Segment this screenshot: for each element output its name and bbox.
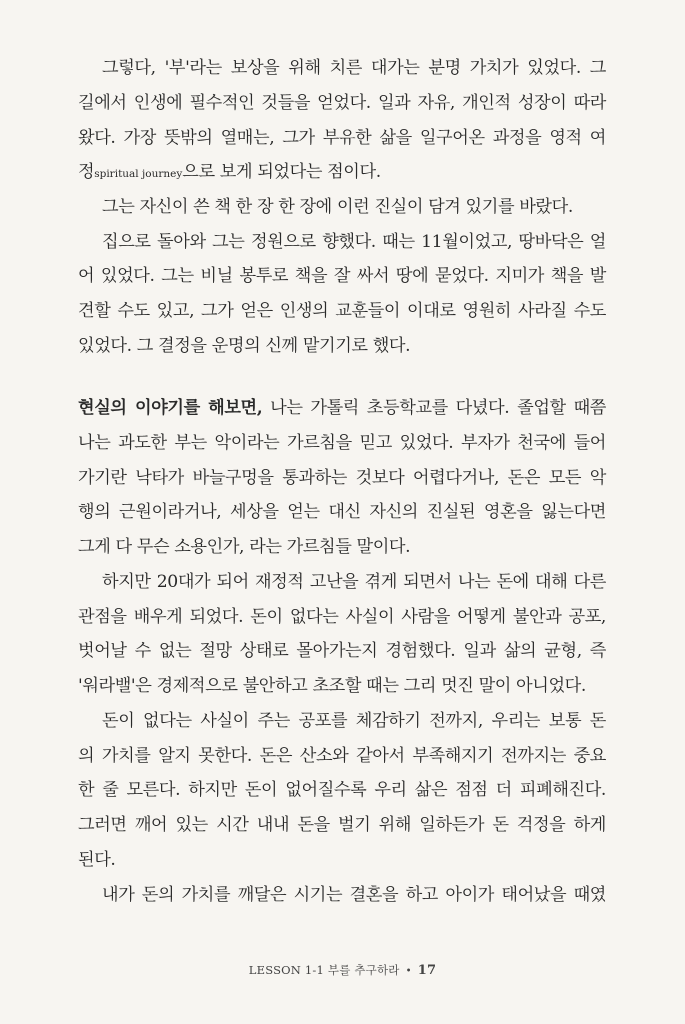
text-fragment: 으로 보게 되었다는 점이다. [182,162,381,182]
text-line: 있었다. 그 결정을 운명의 신께 맡기기로 했다. [78,336,411,356]
page-footer [0,962,685,978]
text-line: 하지만 20대가 되어 재정적 고난을 겪게 되면서 나는 돈에 대해 다른 [102,572,606,592]
section-lead-heading: 현실의 이야기를 해보면, [78,398,263,418]
text-line: 집으로 돌아와 그는 정원으로 향했다. 때는 11월이었고, 땅바닥은 얼 [102,232,606,252]
text-line: 길에서 인생에 필수적인 것들을 얻었다. 일과 자유, 개인적 성장이 따라 [78,93,606,113]
text-line: 돈이 없다는 사실이 주는 공포를 체감하기 전까지, 우리는 보통 돈 [102,711,606,731]
text-line: 벗어날 수 없는 절망 상태로 몰아가는지 경험했다. 일과 삶의 균형, 즉 [78,641,606,661]
text-line: 나는 과도한 부는 악이라는 가르침을 믿고 있었다. 부자가 천국에 들어 [78,433,606,453]
text-line: 관점을 배우게 되었다. 돈이 없다는 사실이 사람을 어떻게 불안과 공포, [78,607,606,627]
text-line: 왔다. 가장 뜻밖의 열매는, 그가 부유한 삶을 일구어온 과정을 영적 여 [78,128,606,148]
page-number: 17 [417,963,437,978]
text-line [78,397,606,419]
text-line: 그렇다, '부'라는 보상을 위해 치른 대가는 분명 가치가 있었다. 그 [102,58,606,78]
text-line: 된다. [78,850,116,870]
text-line: 그게 다 무슨 소용인가, 라는 가르침들 말이다. [78,537,411,557]
text-line: 어 있었다. 그는 비닐 봉투로 책을 잘 싸서 땅에 묻었다. 지미가 책을 발 [78,266,606,286]
running-head: LESSON 1-1 부를 추구하라 [248,963,400,977]
text-fragment: 정 [78,162,95,182]
english-gloss: spiritual journey [94,168,183,180]
text-line: 의 가치를 알지 못한다. 돈은 산소와 같아서 부족해지기 전까지는 중요 [78,746,606,766]
text-line: 그러면 깨어 있는 시간 내내 돈을 벌기 위해 일하든가 돈 걱정을 하게 [78,815,606,835]
footer-bullet: • [405,966,412,977]
text-line: 한 줄 모른다. 하지만 돈이 없어질수록 우리 삶은 점점 더 피폐해진다. [78,780,606,800]
text-line: 내가 돈의 가치를 깨달은 시기는 결혼을 하고 아이가 태어났을 때였 [102,885,606,905]
text-line [78,161,606,185]
text-line: 가기란 낙타가 바늘구멍을 통과하는 것보다 어렵다거나, 돈은 모든 악 [78,468,606,488]
text-line: 그는 자신이 쓴 책 한 장 한 장에 이런 진실이 담겨 있기를 바랐다. [102,197,573,217]
text-line: '워라밸'은 경제적으로 불안하고 초조할 때는 그리 멋진 말이 아니었다. [78,676,586,696]
text-fragment: 나는 가톨릭 초등학교를 다녔다. 졸업할 때쯤 [262,398,606,418]
text-line: 견할 수도 있고, 그가 얻은 인생의 교훈들이 이대로 영원히 사라질 수도 [78,301,606,321]
text-line: 행의 근원이라거나, 세상을 얻는 대신 자신의 진실된 영혼을 잃는다면 [78,502,606,522]
